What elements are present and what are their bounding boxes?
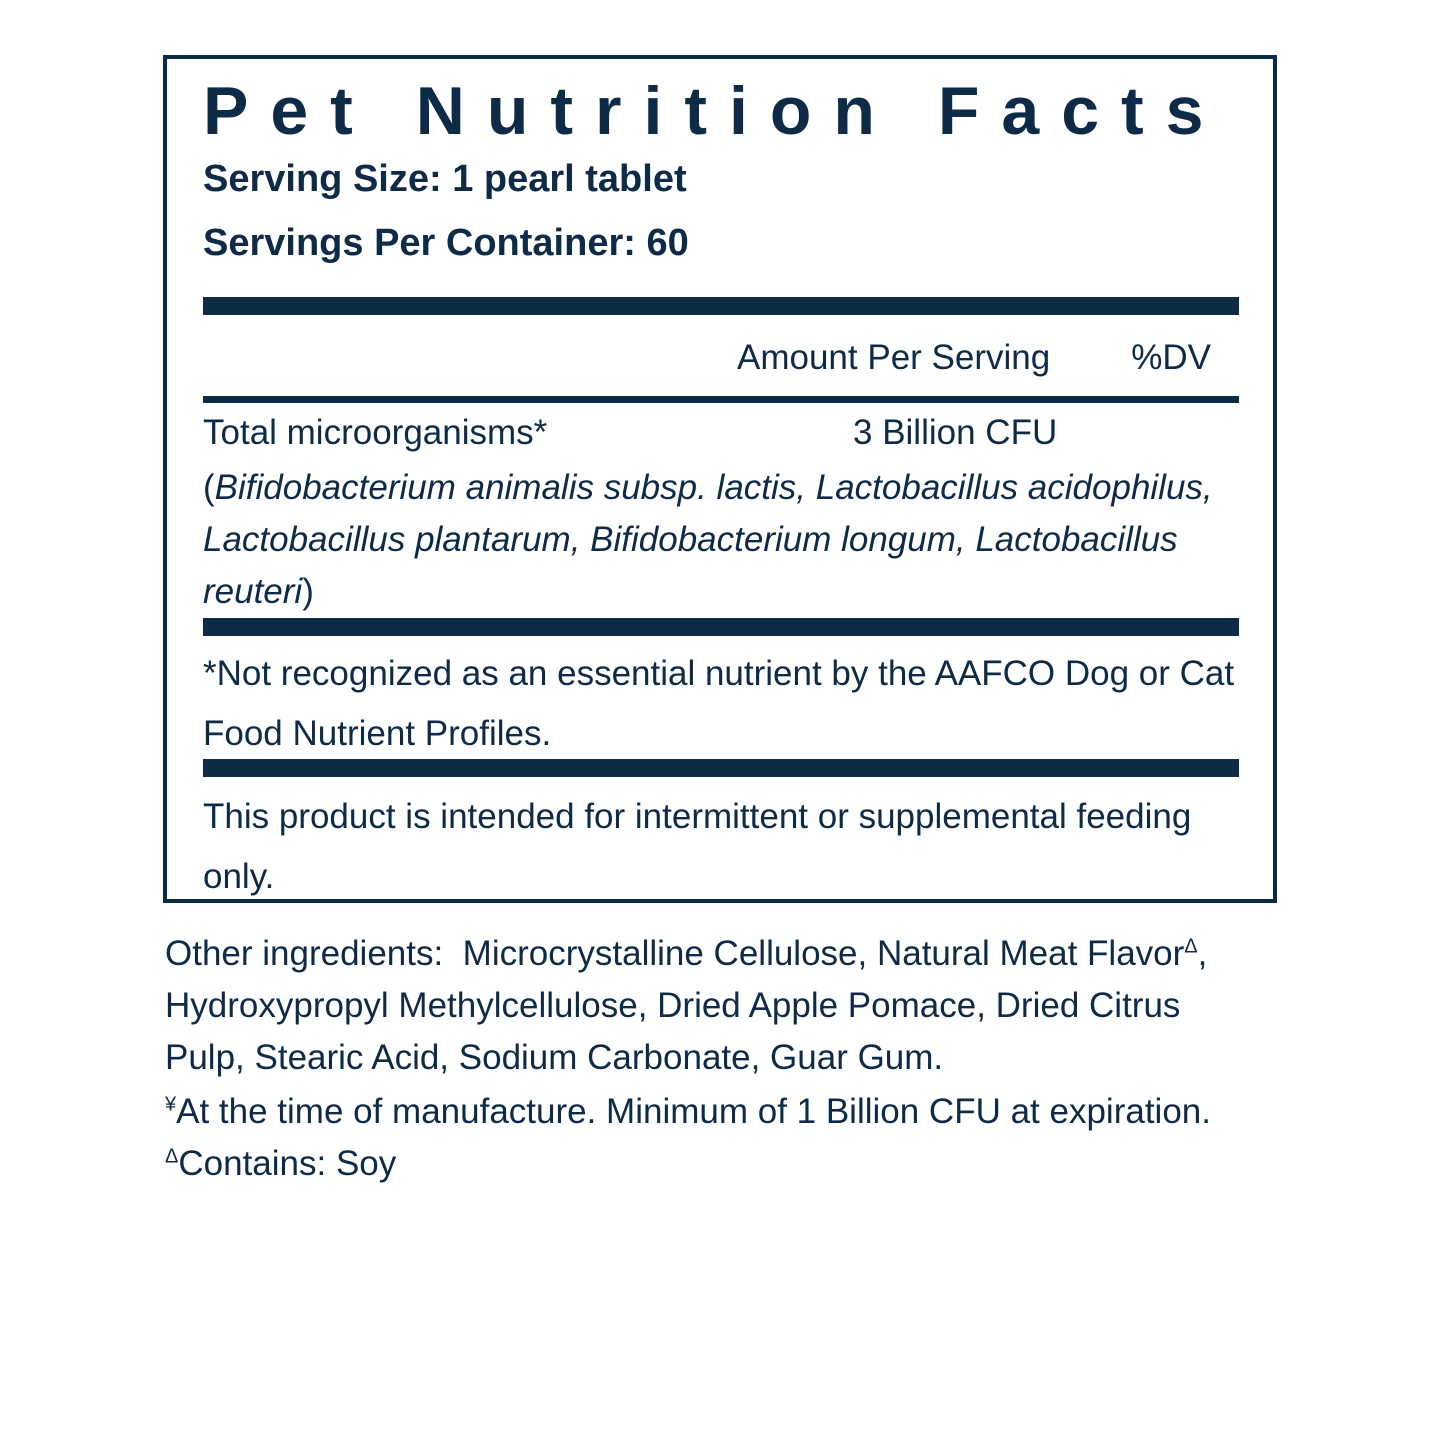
divider-thin bbox=[203, 396, 1239, 403]
species-open-paren: ( bbox=[203, 468, 215, 507]
footnote-manufacture bbox=[165, 1086, 1211, 1138]
footnote-soy bbox=[165, 1138, 396, 1190]
triangle-mark: Δ bbox=[165, 1145, 179, 1168]
other-ingredients-label: Other ingredients: bbox=[165, 934, 444, 973]
nutrient-amount: 3 Billion CFU bbox=[853, 413, 1058, 452]
species-close-paren: ) bbox=[302, 572, 314, 611]
feeding-note: This product is intended for intermittent or supplemental feeding only. bbox=[203, 797, 1192, 896]
other-ingredients-part1: Microcrystalline Cellulose, Natural Meat Flavor bbox=[462, 934, 1185, 973]
footnote-soy-text: Contains: Soy bbox=[178, 1144, 397, 1183]
divider-thick bbox=[203, 759, 1239, 777]
daily-value-header: %DV bbox=[1131, 338, 1211, 377]
footnote-manufacture-text: At the time of manufacture. Minimum of 1 Billion CFU at expiration. bbox=[176, 1092, 1211, 1131]
divider-thick bbox=[203, 297, 1239, 315]
other-ingredients-part2: , Hydroxypropyl Methylcellulose, Dried Apple Pomace, Dried Citrus Pulp, Stearic Acid, Sodium Carbonate, Guar Gum. bbox=[165, 934, 1208, 1077]
aafco-note: *Not recognized as an essential nutrient by the AAFCO Dog or Cat Food Nutrient Profiles. bbox=[203, 654, 1235, 753]
nutrition-facts-title: Pet Nutrition Facts bbox=[203, 73, 1226, 149]
nutrition-facts-panel bbox=[163, 55, 1277, 903]
species-list: Bifidobacterium animalis subsp. lactis, Lactobacillus acidophilus, Lactobacillus plantarum, Bifidobacterium longum, Lactobacillus reuteri bbox=[203, 468, 1213, 611]
servings-per-container: Servings Per Container: 60 bbox=[203, 222, 689, 264]
divider-thick bbox=[203, 618, 1239, 636]
nutrient-species bbox=[203, 462, 1233, 618]
serving-size: Serving Size: 1 pearl tablet bbox=[203, 158, 687, 200]
nutrient-name: Total microorganisms* bbox=[203, 413, 548, 452]
amount-per-serving-header: Amount Per Serving bbox=[737, 338, 1051, 377]
other-ingredients bbox=[165, 928, 1265, 1084]
yen-mark: ¥ bbox=[165, 1093, 177, 1116]
triangle-mark: Δ bbox=[1184, 935, 1198, 958]
nutrition-facts-content bbox=[203, 59, 1239, 899]
